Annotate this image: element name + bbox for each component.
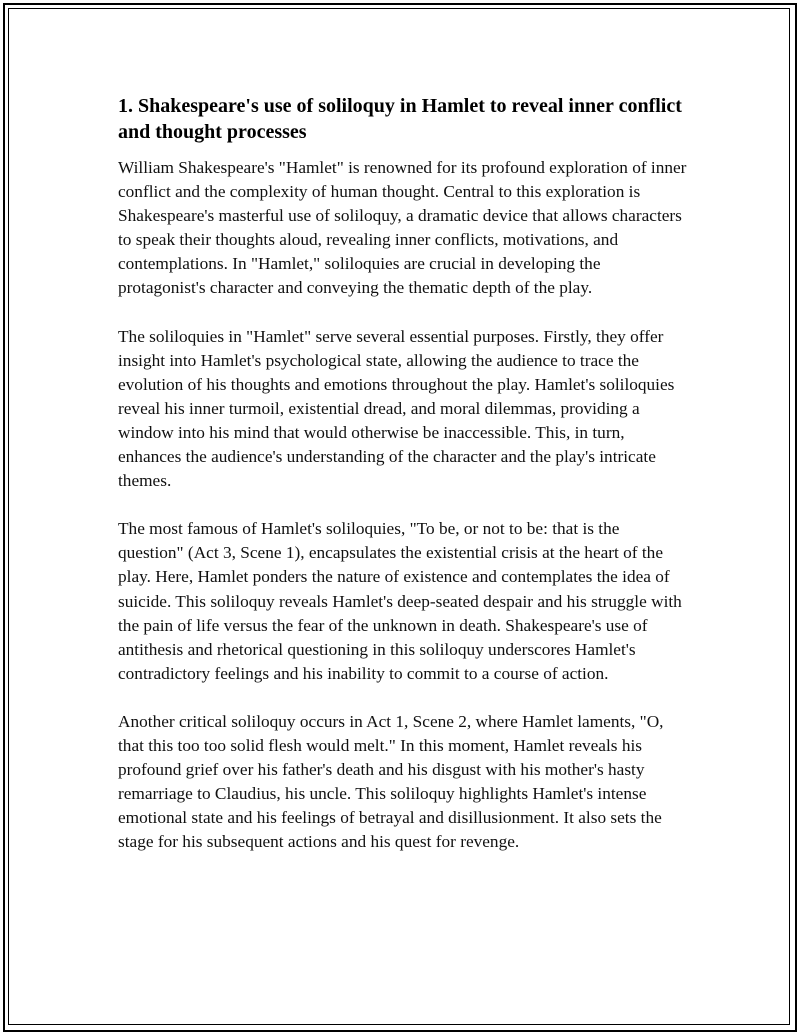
document-body — [118, 93, 688, 878]
paragraph-intro: William Shakespeare's "Hamlet" is renowned for its profound exploration of inner conflict and the complexity of human thought. Central to this exploration is Shakespeare's masterful use of soliloquy, a dramatic device that allows characters to speak their thoughts aloud, revealing inner conflicts, motivations, and contemplations. In "Hamlet," soliloquies are crucial in developing the protagonist's character and conveying the thematic depth of the play. — [118, 158, 687, 298]
paragraph-purposes: The soliloquies in "Hamlet" serve several essential purposes. Firstly, they offer insight into Hamlet's psychological state, allowing the audience to trace the evolution of his thoughts and emotions throughout the play. Hamlet's soliloquies reveal his inner turmoil, existential dread, and moral dilemmas, providing a window into his mind that would otherwise be inaccessible. This, in turn, enhances the audience's understanding of the character and the play's intricate themes. — [118, 326, 675, 491]
section-heading: 1. Shakespeare's use of soliloquy in Hamlet to reveal inner conflict and thought processes — [118, 95, 682, 143]
paragraph-to-be-or-not-to-be: The most famous of Hamlet's soliloquies, "To be, or not to be: that is the question" (Act 3, Scene 1), encapsulates the existential crisis at the heart of the play. Here, Hamlet ponders the nature of existence and contemplates the idea of suicide. This soliloquy reveals Hamlet's deep-seated despair and his struggle with the pain of life versus the fear of the unknown in death. Shakespeare's use of antithesis and rhetorical questioning in this soliloquy underscores Hamlet's contradictory feelings and his inability to commit to a course of action. — [118, 519, 682, 683]
paragraph-solid-flesh: Another critical soliloquy occurs in Act 1, Scene 2, where Hamlet laments, "O, that this too too solid flesh would melt." In this moment, Hamlet reveals his profound grief over his father's death and his disgust with his mother's hasty remarriage to Claudius, his uncle. This soliloquy highlights Hamlet's intense emotional state and his feelings of betrayal and disillusionment. It also sets the stage for his subsequent actions and his quest for revenge. — [118, 711, 664, 852]
